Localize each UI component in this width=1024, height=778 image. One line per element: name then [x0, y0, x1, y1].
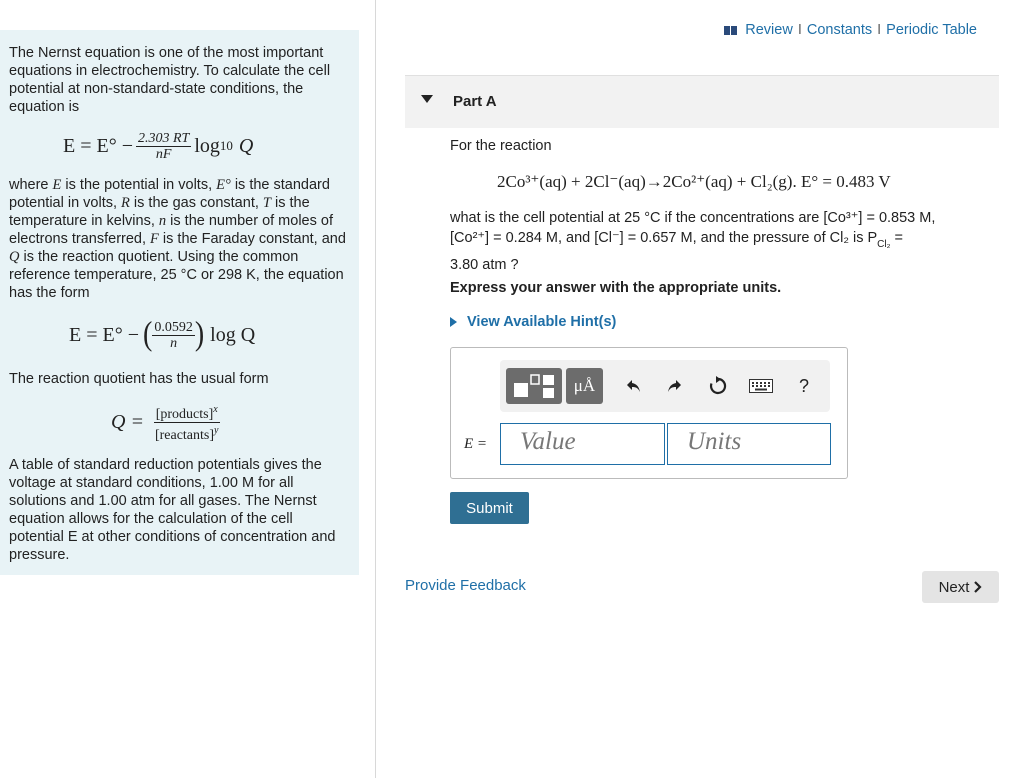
units-input[interactable]: Units [667, 423, 831, 465]
part-a-header[interactable] [405, 75, 999, 128]
where-t4: is the standard potential in volts, [9, 177, 330, 211]
resource-links [724, 22, 977, 38]
where-t12: is the Faraday constant, and [158, 231, 346, 247]
eq3-numerator [154, 402, 220, 423]
var-f: F [150, 231, 159, 247]
eq1-lhs: E = E° − [63, 135, 133, 157]
intro-text: The Nernst equation is one of the most important equations in electrochemistry. To calculate the cell potential at non-standard-state conditions, the equation is [9, 45, 331, 115]
where-t14: is the reaction quotient. Using the common reference temperature, 25 °C or 298 K, the equation has the form [9, 249, 344, 301]
help-button[interactable]: ? [798, 375, 809, 396]
periodic-table-link[interactable]: Periodic Table [886, 22, 977, 38]
question-line-3: 3.80 atm ? [450, 257, 519, 273]
collapse-triangle-icon[interactable] [421, 95, 433, 103]
eq2-lhs: E = E° − [69, 324, 139, 346]
var-t: T [262, 195, 271, 211]
where-t6: is the gas constant, [129, 195, 263, 211]
question-text [450, 208, 990, 275]
provide-feedback-link[interactable]: Provide Feedback [405, 577, 526, 594]
var-q: Q [9, 249, 20, 265]
link-separator: I [877, 22, 882, 38]
question-line-2 [450, 228, 990, 255]
nernst-equation-general [63, 130, 350, 162]
var-n: n [158, 213, 167, 229]
math-toolbar [500, 360, 830, 412]
keyboard-icon[interactable] [747, 374, 775, 398]
eq2-close-paren: ) [194, 315, 205, 353]
nernst-equation-25c [69, 315, 350, 353]
eq1-denominator: nF [155, 146, 172, 162]
answer-label [464, 435, 487, 453]
closing-text: A table of standard reduction potentials gives the voltage at standard conditions, 1.00 M for all solutions and 1.00 atm for all gases. The Nernst equation allows for the calculation of the cell potential E at other conditions of concentration and pressure. [9, 457, 336, 563]
quotient-intro: The reaction quotient has the usual form [9, 371, 269, 387]
pcl2-subscript: Cl₂ [877, 239, 891, 250]
reset-icon[interactable] [706, 374, 730, 398]
eq2-open-paren: ( [143, 315, 153, 353]
chevron-right-icon [973, 581, 982, 593]
reaction-quotient-equation [111, 402, 350, 442]
next-button[interactable] [922, 571, 999, 603]
link-separator: I [797, 22, 802, 38]
eq1-fraction [136, 131, 191, 162]
submit-button[interactable]: Submit [450, 492, 529, 524]
where-text [9, 176, 350, 302]
for-reaction-text: For the reaction [450, 138, 552, 154]
templates-button[interactable] [506, 368, 562, 404]
book-icon [724, 26, 737, 35]
eq1-log-base: 10 [219, 138, 233, 153]
where-t8: is the temperature in kelvins, [9, 195, 310, 229]
var-e: E [52, 177, 62, 193]
eq3-lhs: Q = [111, 411, 144, 433]
eq2-denominator: n [170, 335, 178, 351]
part-a-title: Part A [453, 93, 497, 110]
redo-icon[interactable] [662, 374, 686, 398]
eq2-log: log Q [210, 324, 256, 346]
undo-icon[interactable] [622, 374, 646, 398]
question-line-1: what is the cell potential at 25 °C if the concentrations are [Co³⁺] = 0.853 M, [450, 210, 936, 226]
where-t0: where [9, 177, 53, 193]
panel-divider [375, 0, 376, 778]
answer-box [450, 347, 848, 479]
where-t10: is the number of moles of electrons transferred, [9, 213, 333, 247]
var-r: R [121, 195, 130, 211]
review-link[interactable]: Review [745, 22, 793, 38]
left-info-panel [0, 30, 359, 575]
question-line-2-end: = [890, 230, 903, 246]
view-hints-link[interactable] [450, 314, 616, 330]
eq1-q: Q [238, 135, 254, 157]
eq3-products: [products] [155, 406, 214, 422]
eq3-exp-x: x [213, 403, 218, 415]
instruction-text: Express your answer with the appropriate units. [450, 280, 782, 296]
eq2-fraction [152, 320, 195, 351]
units-button[interactable]: μÅ [566, 368, 603, 404]
answer-label-text: E = [464, 436, 488, 452]
hints-label: View Available Hint(s) [467, 314, 617, 330]
eq2-numerator: 0.0592 [154, 319, 193, 335]
next-label: Next [938, 578, 970, 596]
reaction-equation: 2Co³⁺(aq) + 2Cl⁻(aq)→2Co²⁺(aq) + Cl₂(g). E° = 0.483 V [497, 172, 891, 191]
expand-triangle-icon [450, 317, 457, 327]
eq3-exp-y: y [214, 424, 219, 436]
template-icon [510, 373, 558, 399]
eq1-numerator: 2.303 RT [138, 130, 190, 146]
question-line-2-text: [Co²⁺] = 0.284 M, and [Cl⁻] = 0.657 M, and the pressure of Cl₂ is P [450, 230, 878, 246]
eq1-log: log [194, 135, 220, 157]
var-e0: E° [216, 177, 231, 193]
constants-link[interactable]: Constants [806, 22, 873, 38]
where-t2: is the potential in volts, [61, 177, 217, 193]
eq3-denominator [153, 423, 221, 443]
eq3-fraction [153, 402, 221, 443]
value-input[interactable]: Value [500, 423, 665, 465]
eq3-reactants: [reactants] [154, 427, 215, 443]
